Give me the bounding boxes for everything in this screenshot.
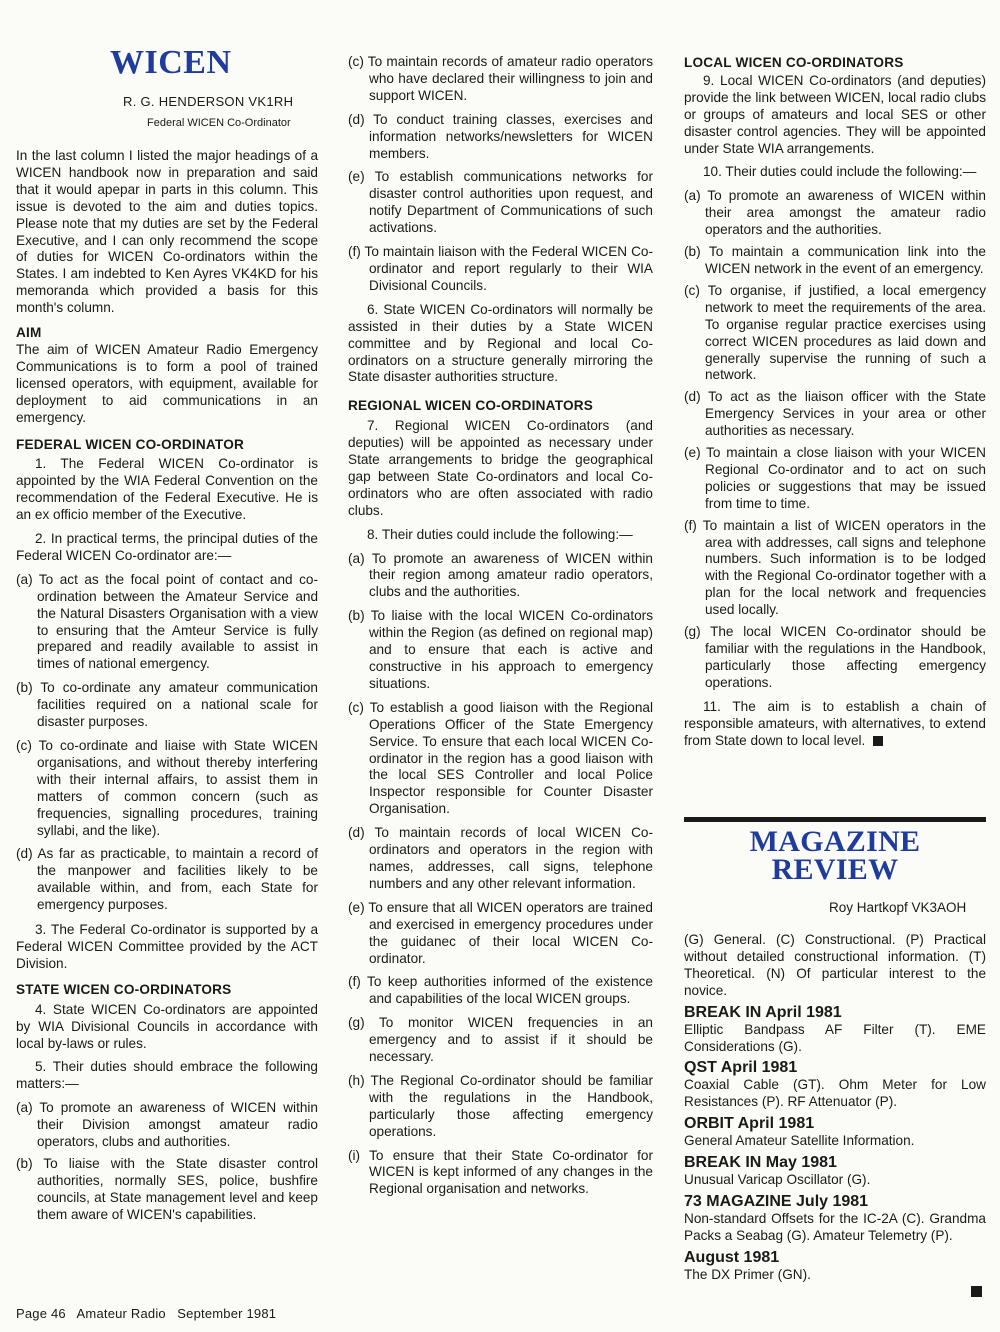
local-heading: LOCAL WICEN CO-ORDINATORS	[684, 55, 904, 70]
article-title: WICEN	[110, 44, 232, 81]
regional-item-c: (c) To establish a good liaison with the Regional Operations Officer of the State Emergency Service. To ensure that each local WICEN Co-ordinator in the region has a good liaison with the local SES Controller and local Police Inspector responsible for Counter Disaster Organisation.	[348, 699, 653, 817]
aim-heading: AIM	[16, 325, 42, 341]
regional-paragraph-7: 7. Regional WICEN Co-ordinators (and deputies) will be appointed as necessary under State arrangements to bridge the geographical gap between State Co-ordinators and local Co-ordinators who are often associated with radio clubs.	[348, 418, 653, 518]
article-author-role: Federal WICEN Co-Ordinator	[147, 117, 291, 129]
federal-item-b: (b) To co-ordinate any amateur communication facilities required on a national scale for disaster purposes.	[16, 680, 318, 730]
local-paragraph-11	[684, 699, 986, 750]
column-2	[348, 54, 653, 1198]
review-key: (G) General. (C) Constructional. (P) Practical without detailed constructional information. (T) Theoretical. (N) Of particular interest to the novice.	[684, 932, 986, 998]
article-author: R. G. HENDERSON VK1RH	[123, 94, 294, 109]
column-3	[684, 55, 986, 749]
intro-paragraph: In the last column I listed the major headings of a WICEN handbook now in preparation and said that it would apepar in parts in this column. This issue is devoted to the aim and duties topics. Please note that my duties are set by the Federal Executive, and I can only recommend the scope of duties for WICEN Co-ordinators within the States. I am indebted to Ken Ayres VK4KD for his memoranda which provided a basis for this month's column.	[16, 148, 318, 316]
state-paragraph-6: 6. State WICEN Co-ordinators will normally be assisted in their duties by a State WICEN committee and by Regional and local Co-ordinators on a structure generally mirroring the State disaster authorities structure.	[348, 301, 653, 385]
review-author: Roy Hartkopf VK3AOH	[829, 900, 967, 915]
regional-heading: REGIONAL WICEN CO-ORDINATORS	[348, 398, 594, 414]
regional-item-d: (d) To maintain records of local WICEN Co-ordinators and operators in the region with names, addresses, call signs, telephone numbers and any other relevant information.	[348, 825, 653, 891]
regional-item-f: (f) To keep authorities informed of the existence and capabilities of the local WICEN groups.	[348, 974, 653, 1007]
state-item-f: (f) To maintain liaison with the Federal WICEN Co-ordinator and report regularly to their WIA Divisional Councils.	[348, 244, 653, 293]
section-divider-rule	[684, 817, 986, 822]
regional-item-a: (a) To promote an awareness of WICEN within their region among amateur radio operators, clubs and the authorities.	[348, 550, 653, 600]
state-paragraph-5: 5. Their duties should embrace the following matters:—	[16, 1059, 318, 1092]
review-title-line-2: REVIEW	[771, 853, 899, 886]
state-heading: STATE WICEN CO-ORDINATORS	[16, 981, 232, 997]
state-item-c: (c) To maintain records of amateur radio operators who have declared their willingness to join and support WICEN.	[348, 54, 653, 103]
local-item-c: (c) To organise, if justified, a local emergency network to meet the requirements of the area. To organise regular practice exercises using correct WICEN procedures as laid down and generally supervise the running of such a network.	[684, 282, 986, 383]
aim-paragraph: The aim of WICEN Amateur Radio Emergency Communications is to form a pool of trained licensed operators, with equipment, available for deployment to aid communications in an emergency.	[16, 341, 318, 425]
local-item-d: (d) To act as the liaison officer with the State Emergency Services in your area or other authorities as necessary.	[684, 389, 986, 439]
federal-item-a: (a) To act as the focal point of contact and co-ordination between the Amateur Service and the Natural Disasters Organisation with a view to ensuring that the Amteur Service is fully prepared and readily available to assist in times of national emergency.	[16, 571, 318, 672]
end-of-review-mark-icon	[971, 1286, 982, 1297]
local-item-g: (g) The local WICEN Co-ordinator should be familiar with the regulations in the Handbook, particularly those affecting emergency operations.	[684, 624, 986, 690]
state-item-a: (a) To promote an awareness of WICEN within their Division amongst amateur radio operators, clubs and authorities.	[16, 1100, 318, 1150]
local-paragraph-9: 9. Local WICEN Co-ordinators (and deputies) provide the link between WICEN, local radio clubs or groups of amateurs and local SES or other disaster control agencies. They will be appointed under State WIA arrangements.	[684, 72, 986, 156]
regional-item-h: (h) The Regional Co-ordinator should be familiar with the regulations in the Handbook, particularly those affecting emergency operations.	[348, 1072, 653, 1139]
review-title	[684, 825, 986, 886]
state-item-b: (b) To liaise with the State disaster control authorities, normally SES, police, bushfire councils, at State management level and keep them aware of WICEN's capabilities.	[16, 1155, 318, 1222]
review-entry-6-text: The DX Primer (GN).	[684, 1266, 811, 1282]
federal-heading: FEDERAL WICEN CO-ORDINATOR	[16, 436, 244, 452]
regional-paragraph-8: 8. Their duties could include the following:—	[367, 526, 633, 542]
review-entry-2-heading: QST April 1981	[684, 1059, 798, 1077]
review-entry-4-text: Unusual Varicap Oscillator (G).	[684, 1172, 871, 1188]
state-item-e: (e) To establish communications networks for disaster control authorities upon request, and notify Department of Communications of such activations.	[348, 169, 653, 236]
local-paragraph-11-text: 11. The aim is to establish a chain of responsible amateurs, with alternatives, to extend from State down to local level.	[684, 698, 986, 748]
local-item-f: (f) To maintain a list of WICEN operators in the area with addresses, call signs and telephone numbers. Such information is to be lodged with the Regional Co-ordinator together with a plan for the local network and frequencies used locally.	[684, 517, 986, 618]
end-of-article-mark-icon	[873, 736, 883, 746]
review-entry-1-heading: BREAK IN April 1981	[684, 1003, 842, 1021]
column-1	[16, 148, 318, 1224]
local-paragraph-10: 10. Their duties could include the following:—	[703, 164, 977, 180]
review-entry-3-text: General Amateur Satellite Information.	[684, 1133, 915, 1149]
review-entry-2-text: Coaxial Cable (GT). Ohm Meter for Low Resistances (P). RF Attenuator (P).	[684, 1077, 986, 1110]
local-item-e: (e) To maintain a close liaison with your WICEN Regional Co-ordinator and to act on such policies or suggestions that may be issued from time to time.	[684, 445, 986, 511]
regional-item-b: (b) To liaise with the local WICEN Co-ordinators within the Region (as defined on regional map) and to ensure that each is active and constructive in his approach to emergency situations.	[348, 608, 653, 691]
local-item-b: (b) To maintain a communication link into the WICEN network in the event of an emergency.	[684, 244, 986, 276]
review-title-line-1: MAGAZINE	[749, 825, 921, 858]
federal-paragraph-1: 1. The Federal WICEN Co-ordinator is appointed by the WIA Federal Convention on the recommendation of the Federal Executive. He is an ex officio member of the Executive.	[16, 456, 318, 523]
federal-item-c: (c) To co-ordinate and liaise with State WICEN organisations, and without thereby interfering with their internal affairs, to assist them in matters of common concern (such as frequencies, signalling procedures, training syllabi, and the like).	[16, 738, 318, 838]
review-entry-3-heading: ORBIT April 1981	[684, 1115, 815, 1133]
review-entry-5-heading: 73 MAGAZINE July 1981	[684, 1193, 869, 1211]
federal-paragraph-2: 2. In practical terms, the principal duties of the Federal WICEN Co-ordinator are:—	[16, 531, 318, 563]
federal-paragraph-3: 3. The Federal Co-ordinator is supported by a Federal WICEN Committee provided by the ACT Division.	[16, 922, 318, 971]
page-footer: Page 46 Amateur Radio September 1981	[16, 1306, 277, 1321]
regional-item-g: (g) To monitor WICEN frequencies in an emergency and to assist if it should be necessary.	[348, 1015, 653, 1065]
review-entry-4-heading: BREAK IN May 1981	[684, 1154, 837, 1172]
review-entry-5-text: Non-standard Offsets for the IC-2A (C). Grandma Packs a Seabag (G). Amateur Telemetry (P).	[684, 1211, 986, 1243]
federal-item-d: (d) As far as practicable, to maintain a record of the manpower and facilities likely to be available within, and from, each State for emergency purposes.	[16, 846, 318, 913]
local-item-a: (a) To promote an awareness of WICEN within their area amongst the amateur radio operators and the authorities.	[684, 188, 986, 238]
state-paragraph-4: 4. State WICEN Co-ordinators are appointed by WIA Divisional Councils in accordance with local by-laws or rules.	[16, 1001, 318, 1051]
review-column	[684, 932, 986, 1284]
state-item-d: (d) To conduct training classes, exercises and information networks/newsletters for WICEN members.	[348, 111, 653, 161]
regional-item-e: (e) To ensure that all WICEN operators are trained and exercised in emergency procedures under the guidanec of their local WICEN Co-ordinator.	[348, 899, 653, 966]
review-entry-1-text: Elliptic Bandpass AF Filter (T). EME Considerations (G).	[684, 1021, 986, 1054]
review-entry-6-heading: August 1981	[684, 1248, 780, 1266]
regional-item-i: (i) To ensure that their State Co-ordinator for WICEN is kept informed of any changes in the Regional organisation and networks.	[348, 1147, 653, 1197]
